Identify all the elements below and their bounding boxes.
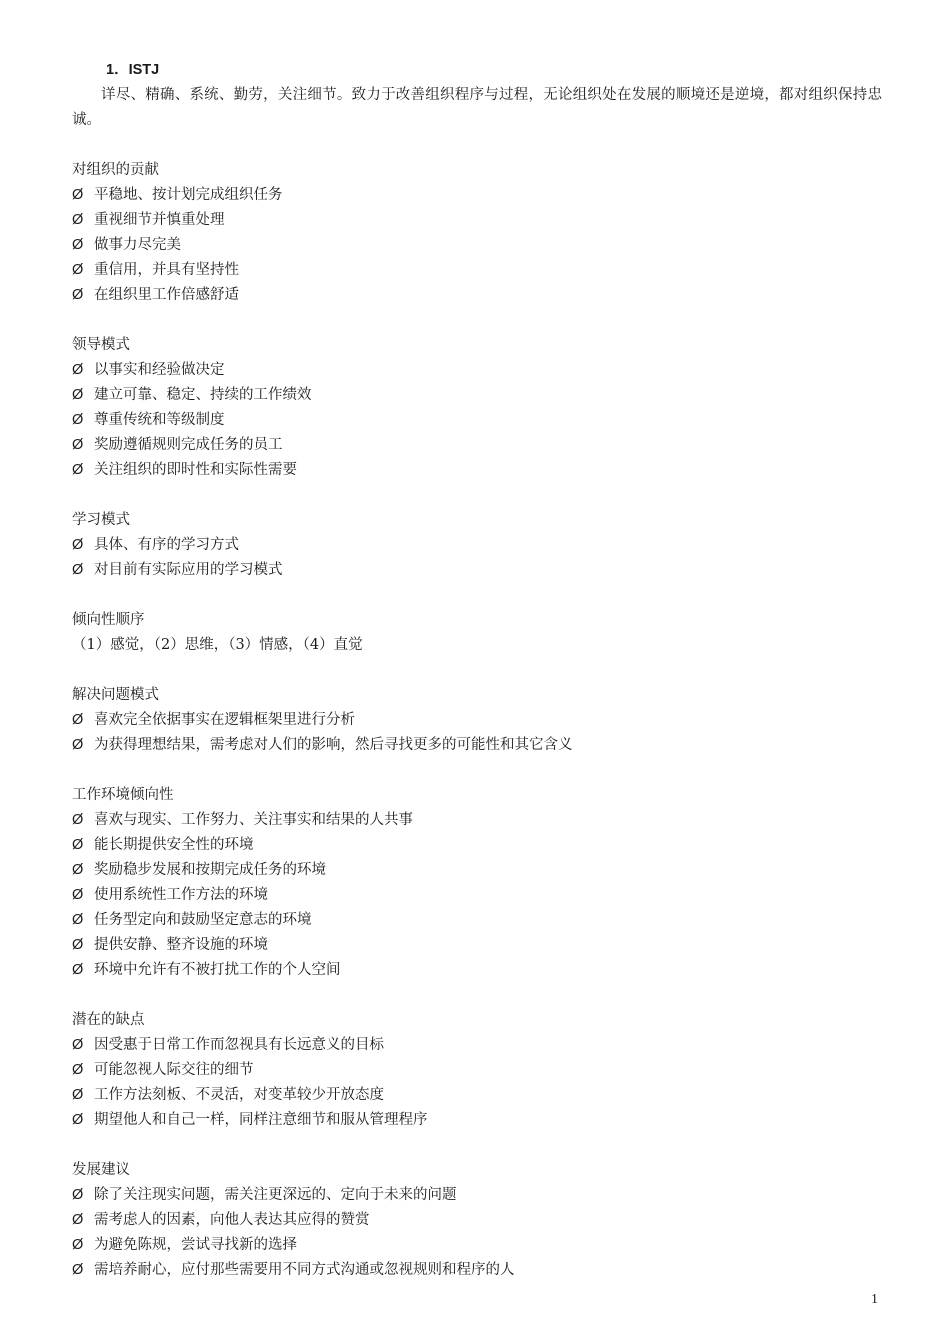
list-item-text: 除了关注现实问题，需关注更深远的、定向于未来的问题: [94, 1187, 457, 1203]
section: [72, 1158, 882, 1283]
bullet-icon: Ø: [72, 862, 84, 878]
list-item: [72, 833, 882, 858]
list-item-text: 关注组织的即时性和实际性需要: [94, 462, 297, 478]
bullet-icon: Ø: [72, 1262, 84, 1278]
list-item: [72, 1258, 882, 1283]
list-item: [72, 933, 882, 958]
list-item-text: 重信用，并具有坚持性: [94, 262, 239, 278]
section: [72, 683, 882, 758]
bullet-icon: Ø: [72, 912, 84, 928]
list-item-text: 以事实和经验做决定: [94, 362, 225, 378]
list-item: [72, 908, 882, 933]
bullet-icon: Ø: [72, 1112, 84, 1128]
list-item: [72, 183, 882, 208]
list-item: [72, 383, 882, 408]
list-item-text: 为避免陈规，尝试寻找新的选择: [94, 1237, 297, 1253]
list-item-text: 奖励稳步发展和按期完成任务的环境: [94, 862, 326, 878]
document-heading: 1．ISTJ: [106, 62, 160, 78]
page-number: 1: [871, 1292, 878, 1307]
bullet-icon: Ø: [72, 287, 84, 303]
bullet-icon: Ø: [72, 837, 84, 853]
section: [72, 158, 882, 308]
list-item-text: 平稳地、按计划完成组织任务: [94, 187, 283, 203]
list-item: [72, 1083, 882, 1108]
list-item: [72, 1208, 882, 1233]
section-title: 潜在的缺点: [72, 1012, 145, 1028]
section: [72, 1008, 882, 1133]
list-item-text: 因受惠于日常工作而忽视具有长远意义的目标: [94, 1037, 384, 1053]
list-item-text: 尊重传统和等级制度: [94, 412, 225, 428]
list-item: [72, 558, 882, 583]
list-item: [72, 283, 882, 308]
section-title: 发展建议: [72, 1162, 130, 1178]
list-item-text: 建立可靠、稳定、持续的工作绩效: [94, 387, 312, 403]
list-item-text: 工作方法刻板、不灵活，对变革较少开放态度: [94, 1087, 384, 1103]
bullet-icon: Ø: [72, 1187, 84, 1203]
list-item: [72, 458, 882, 483]
list-item: [72, 258, 882, 283]
list-item: [72, 1233, 882, 1258]
bullet-icon: Ø: [72, 1237, 84, 1253]
list-item: [72, 958, 882, 983]
section-text: （1）感觉，（2）思维，（3）情感，（4）直觉: [72, 637, 363, 653]
list-item: [72, 1058, 882, 1083]
bullet-icon: Ø: [72, 562, 84, 578]
list-item-text: 喜欢与现实、工作努力、关注事实和结果的人共事: [94, 812, 413, 828]
list-item-text: 重视细节并慎重处理: [94, 212, 225, 228]
list-item: [72, 808, 882, 833]
bullet-icon: Ø: [72, 937, 84, 953]
sections-container: [72, 158, 882, 1283]
section: [72, 608, 882, 658]
list-item-text: 期望他人和自己一样，同样注意细节和服从管理程序: [94, 1112, 428, 1128]
list-item-text: 喜欢完全依据事实在逻辑框架里进行分析: [94, 712, 355, 728]
bullet-icon: Ø: [72, 387, 84, 403]
section-title: 倾向性顺序: [72, 612, 145, 628]
list-item: [72, 1108, 882, 1133]
list-item: [72, 708, 882, 733]
list-item-text: 可能忽视人际交往的细节: [94, 1062, 254, 1078]
list-item: [72, 433, 882, 458]
list-item-text: 具体、有序的学习方式: [94, 537, 239, 553]
bullet-icon: Ø: [72, 1037, 84, 1053]
section-title: 对组织的贡献: [72, 162, 159, 178]
list-item: [72, 858, 882, 883]
list-item-text: 做事力尽完美: [94, 237, 181, 253]
bullet-icon: Ø: [72, 437, 84, 453]
section: [72, 508, 882, 583]
bullet-icon: Ø: [72, 237, 84, 253]
list-item: [72, 408, 882, 433]
bullet-icon: Ø: [72, 812, 84, 828]
list-item: [72, 1033, 882, 1058]
list-item-text: 使用系统性工作方法的环境: [94, 887, 268, 903]
list-item: [72, 533, 882, 558]
section: [72, 783, 882, 983]
list-item: [72, 883, 882, 908]
list-item: [72, 1183, 882, 1208]
list-item: [72, 358, 882, 383]
list-item-text: 能长期提供安全性的环境: [94, 837, 254, 853]
list-item-text: 为获得理想结果，需考虑对人们的影响，然后寻找更多的可能性和其它含义: [94, 737, 573, 753]
bullet-icon: Ø: [72, 712, 84, 728]
list-item-text: 任务型定向和鼓励坚定意志的环境: [94, 912, 312, 928]
bullet-icon: Ø: [72, 1212, 84, 1228]
list-item-text: 提供安静、整齐设施的环境: [94, 937, 268, 953]
bullet-icon: Ø: [72, 537, 84, 553]
bullet-icon: Ø: [72, 1062, 84, 1078]
document-page: [72, 58, 882, 1283]
list-item-text: 需考虑人的因素，向他人表达其应得的赞赏: [94, 1212, 370, 1228]
section-title: 工作环境倾向性: [72, 787, 174, 803]
list-item: [72, 733, 882, 758]
bullet-icon: Ø: [72, 462, 84, 478]
bullet-icon: Ø: [72, 412, 84, 428]
list-item-text: 奖励遵循规则完成任务的员工: [94, 437, 283, 453]
section: [72, 333, 882, 483]
bullet-icon: Ø: [72, 212, 84, 228]
bullet-icon: Ø: [72, 962, 84, 978]
bullet-icon: Ø: [72, 262, 84, 278]
intro-paragraph: 详尽、精确、系统、勤劳，关注细节。致力于改善组织程序与过程，无论组织处在发展的顺境还是逆境，都对组织保持忠诚。: [72, 87, 882, 128]
list-item-text: 环境中允许有不被打扰工作的个人空间: [94, 962, 341, 978]
list-item-text: 在组织里工作倍感舒适: [94, 287, 239, 303]
list-item: [72, 208, 882, 233]
list-item-text: 需培养耐心，应付那些需要用不同方式沟通或忽视规则和程序的人: [94, 1262, 515, 1278]
bullet-icon: Ø: [72, 887, 84, 903]
list-item: [72, 233, 882, 258]
bullet-icon: Ø: [72, 737, 84, 753]
bullet-icon: Ø: [72, 187, 84, 203]
bullet-icon: Ø: [72, 1087, 84, 1103]
section-title: 领导模式: [72, 337, 130, 353]
section-title: 学习模式: [72, 512, 130, 528]
section-title: 解决问题模式: [72, 687, 159, 703]
list-item-text: 对目前有实际应用的学习模式: [94, 562, 283, 578]
bullet-icon: Ø: [72, 362, 84, 378]
